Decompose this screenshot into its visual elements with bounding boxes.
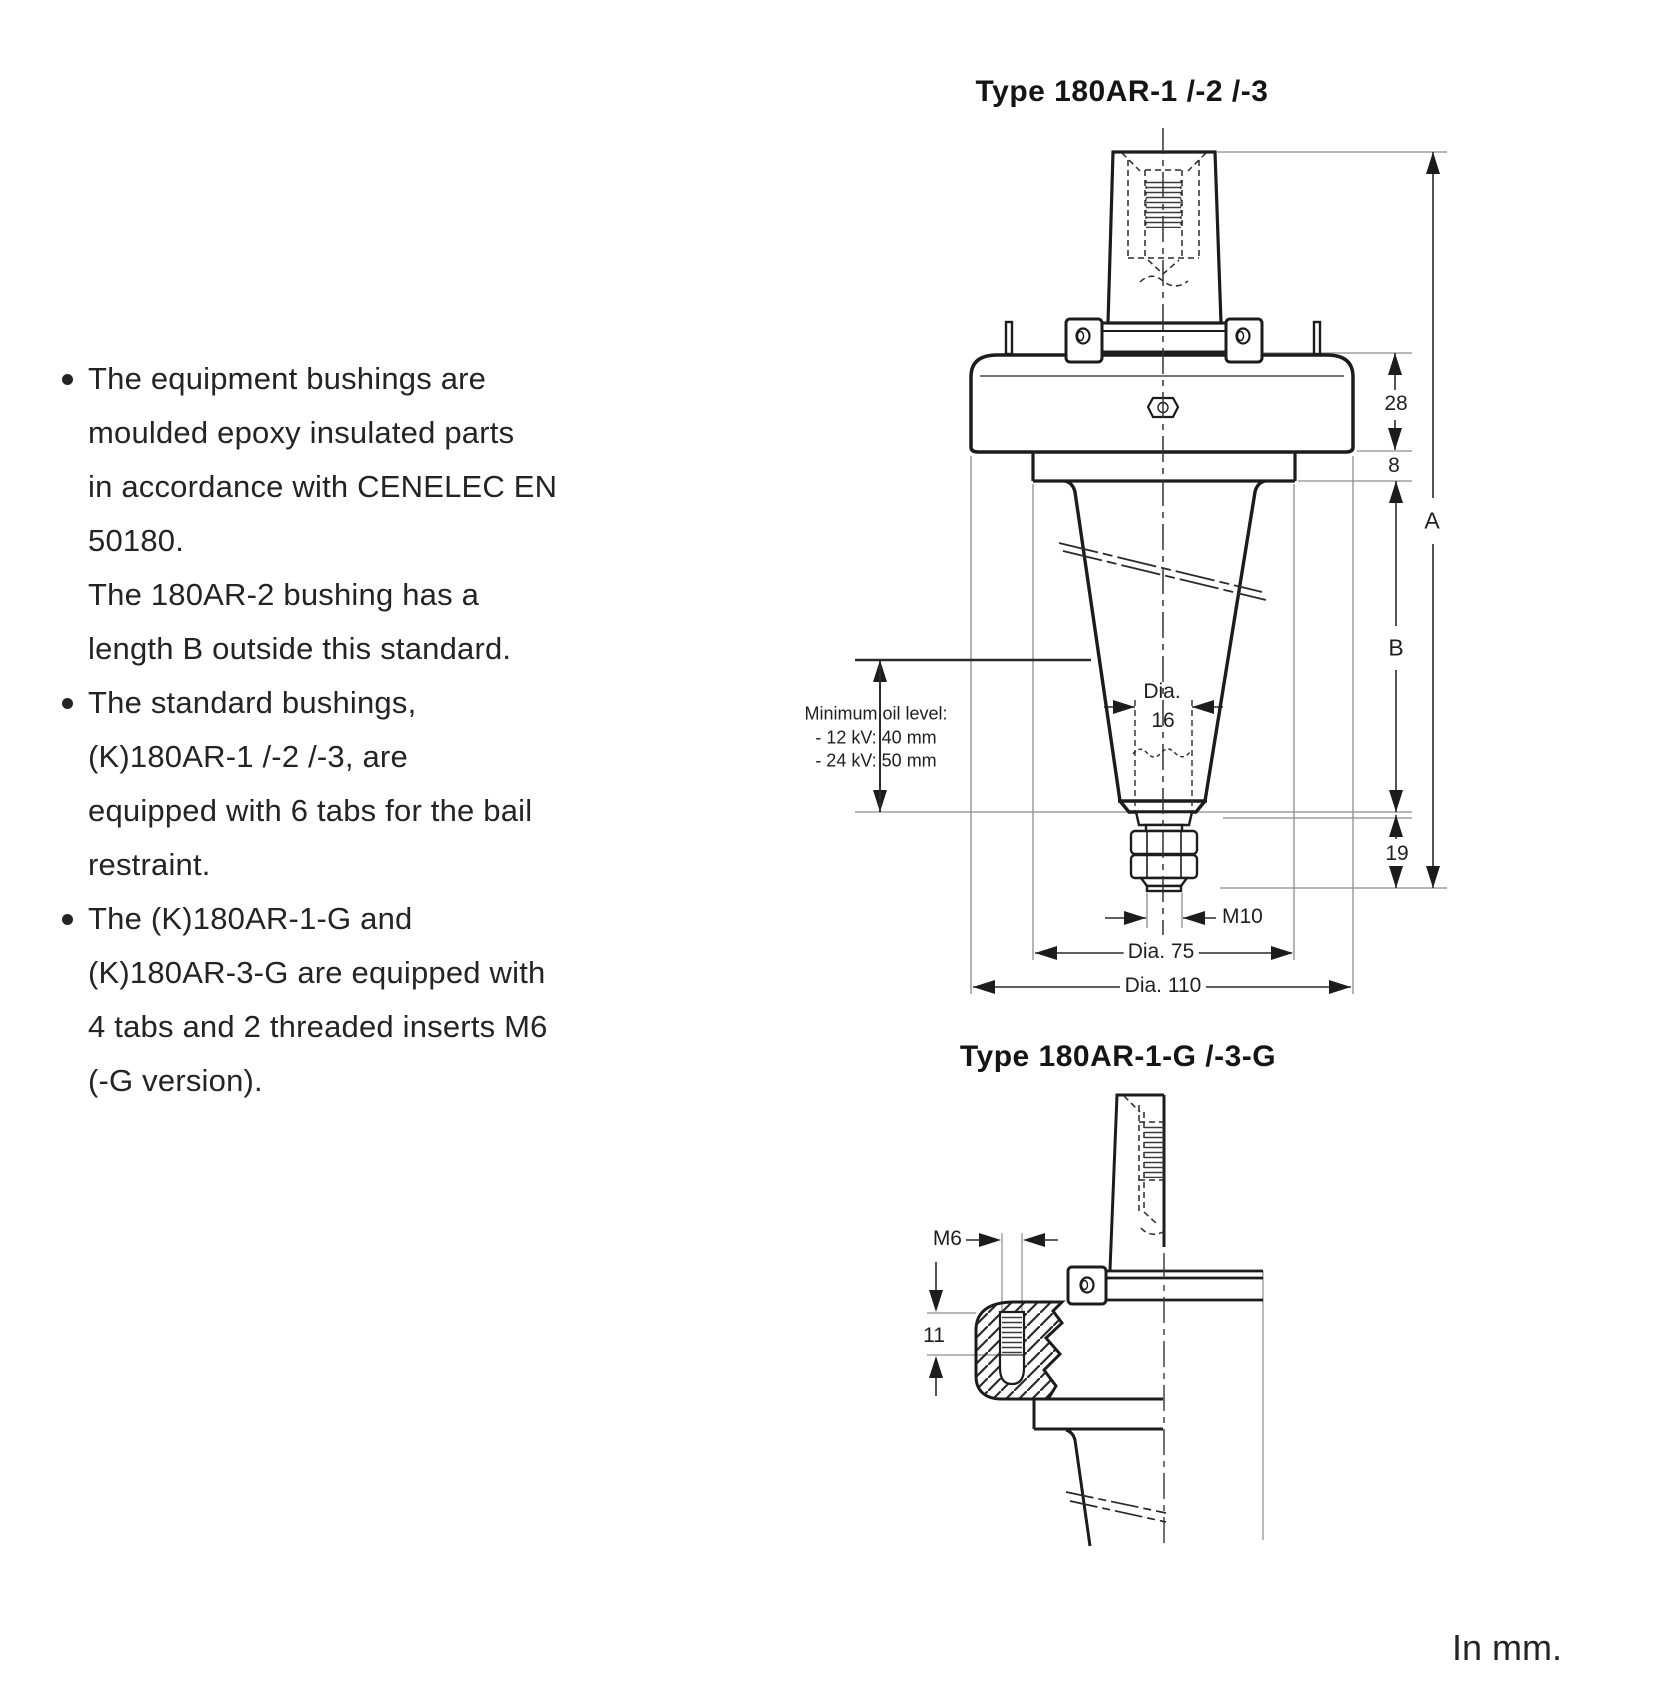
dim-M6: M6	[932, 1227, 962, 1250]
bullet-line: The (K)180AR-1-G and	[60, 892, 670, 946]
bullet-line: equipped with 6 tabs for the bail	[88, 793, 533, 828]
bullet-line: The equipment bushings are	[60, 352, 670, 406]
oil-level-note-line2: - 12 kV: 40 mm	[815, 727, 937, 748]
drawing-insert-section	[927, 1095, 1263, 1548]
dim-dia16-value: 16	[1151, 709, 1175, 732]
bullet-line: 4 tabs and 2 threaded inserts M6	[88, 1009, 548, 1044]
bullet-icon	[62, 698, 73, 709]
dim-B: B	[1384, 635, 1407, 662]
dim-M10: M10	[1222, 905, 1263, 928]
bail-tab-right	[1226, 319, 1262, 362]
bullet-line: moulded epoxy insulated parts	[88, 415, 515, 450]
dim-8: 8	[1384, 454, 1404, 478]
dim-28: 28	[1380, 392, 1411, 416]
bullet-line: 50180.	[88, 523, 185, 558]
bullet-line: The 180AR-2 bushing has a	[88, 577, 480, 612]
bullet-line: length B outside this standard.	[88, 631, 512, 666]
bullet-line: (K)180AR-1 /-2 /-3, are	[88, 739, 408, 774]
dim-11: 11	[923, 1324, 945, 1347]
bullet-line: in accordance with CENELEC EN	[88, 469, 558, 504]
dim-A: A	[1420, 508, 1443, 535]
bullet-line: (K)180AR-3-G are equipped with	[88, 955, 546, 990]
bail-tab-left	[1066, 319, 1102, 362]
bullet-icon	[62, 914, 73, 925]
dim-dia75: Dia. 75	[1124, 940, 1199, 964]
bullet-line: The standard bushings,	[60, 676, 670, 730]
oil-level-note-line1: Minimum oil level:	[804, 703, 948, 724]
bullet-icon	[62, 374, 73, 385]
bullet-line: restraint.	[88, 847, 211, 882]
drawing1-title: Type 180AR-1 /-2 /-3	[975, 75, 1269, 108]
drawing-front-view	[855, 128, 1447, 994]
unit-note: In mm.	[1451, 1627, 1562, 1668]
oil-level-note-line3: - 24 kV: 50 mm	[815, 750, 937, 771]
dim-dia16-label: Dia.	[1143, 680, 1181, 703]
bullet-line: (-G version).	[88, 1063, 263, 1098]
description-text	[60, 352, 670, 1108]
dim-19: 19	[1381, 842, 1412, 866]
dim-dia110: Dia. 110	[1121, 974, 1206, 998]
drawing2-title: Type 180AR-1-G /-3-G	[959, 1040, 1277, 1073]
